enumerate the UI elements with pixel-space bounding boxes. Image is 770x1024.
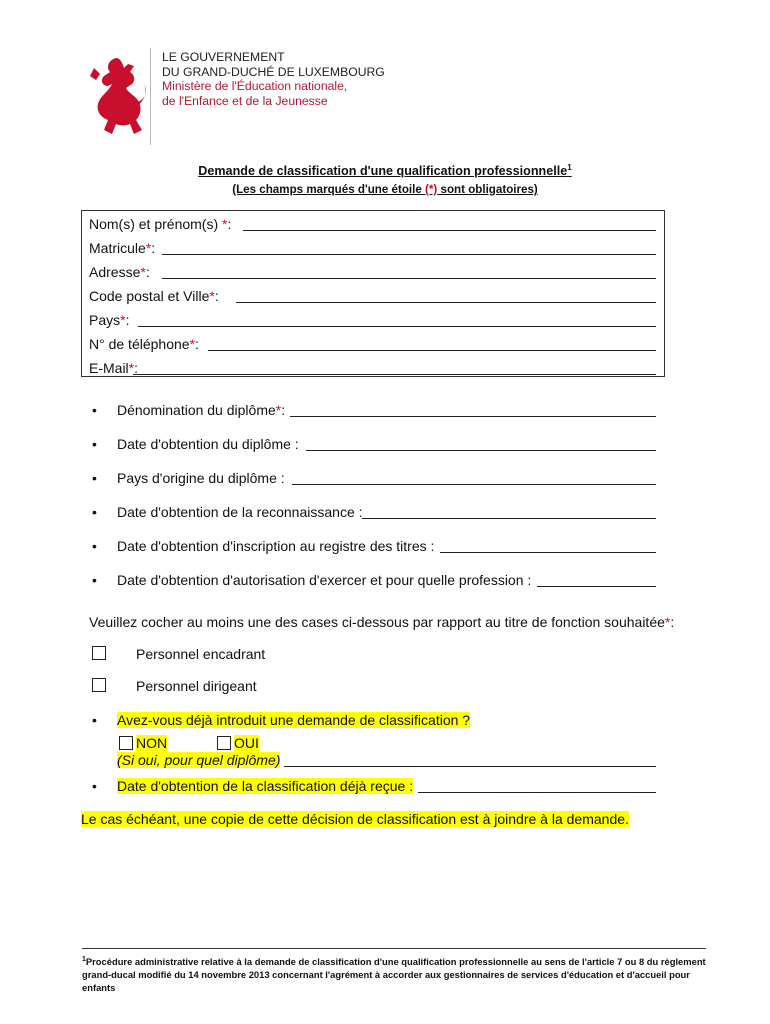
field-nom-label [89,216,231,232]
required-star: * [140,264,146,280]
subtitle-text-1: (Les champs marqués d'une étoile [232,183,426,196]
checkbox-oui[interactable] [217,736,231,750]
required-star: * [189,336,196,352]
required-star: * [209,288,215,304]
colon: : [134,360,139,376]
date-obtention-label: Date d'obtention du diplôme : [117,436,299,452]
checkbox-dirigeant[interactable] [92,678,106,692]
field-email-input[interactable] [133,374,656,375]
si-oui-text: (Si oui, pour quel diplôme) [117,752,281,768]
fonction-question-text: Veuillez cocher au moins une des cases ci-dessous par rapport au titre de fonction souhaitée [89,614,665,630]
bullet: • [92,538,97,554]
subtitle-star: (*) [425,183,438,196]
colon: : [281,402,286,418]
copy-note-text: Le cas échéant, une copie de cette décision de classification est à joindre à la demande. [81,811,629,827]
required-star: * [275,402,282,418]
subtitle-text-2: sont obligatoires) [437,183,538,196]
required-star: * [120,312,126,328]
option-non-label [136,735,167,751]
checkbox-non[interactable] [119,736,133,750]
bullet: • [92,470,97,486]
option-oui-label [234,735,259,751]
field-adresse-label [89,264,150,280]
colon: : [670,614,675,630]
pays-text: Pays [89,312,121,328]
field-code-postal-input[interactable] [236,302,656,303]
denomination-label [117,402,285,418]
header-line-2: DU GRAND-DUCHÉ DE LUXEMBOURG [162,64,385,79]
matricule-text: Matricule [89,240,146,256]
telephone-text: N° de téléphone [89,336,190,352]
field-code-postal-label [89,288,219,304]
date-inscription-input[interactable] [440,552,656,553]
date-autorisation-label: Date d'obtention d'autorisation d'exercer et pour quelle profession : [117,572,532,588]
code-postal-text: Code postal et Ville [89,288,210,304]
date-inscription-label: Date d'obtention d'inscription au registre des titres : [117,538,435,554]
date-reconnaissance-input[interactable] [362,518,656,519]
date-autorisation-input[interactable] [537,586,656,587]
si-oui-label [117,752,280,768]
header-line-4: de l'Enfance et de la Jeunesse [162,93,328,108]
field-matricule-label [89,240,155,256]
nom-text: Nom(s) et prénom(s) [89,216,223,232]
si-oui-input[interactable] [284,766,656,767]
footnote-text: Procédure administrative relative à la demande de classification d'une qualification professionnelle au sens de l'article 7 ou 8 du règlement grand-ducal modifié du 14 novembre 2013 concernant l'agrément à accorder aux gestionnaires de services d'éducation et d'accueil pour enfants [82,956,706,994]
checkbox-encadrant[interactable] [92,646,106,660]
footnote-separator [82,948,706,949]
date-obtention-input[interactable] [306,450,656,451]
bullet: • [92,712,97,728]
date-recue-text: Date d'obtention de la classification déjà reçue : [117,778,414,794]
field-telephone-input[interactable] [208,350,656,351]
field-telephone-label [89,336,199,352]
field-adresse-input[interactable] [162,278,656,279]
option-encadrant-label: Personnel encadrant [136,646,266,662]
email-text: E-Mail [89,360,129,376]
title-footnote-ref: 1 [567,163,572,172]
copy-note [81,811,629,827]
bullet: • [92,436,97,452]
colon: : [145,264,150,280]
header-line-1: LE GOUVERNEMENT [162,50,285,64]
government-header [162,50,385,108]
bullet: • [92,504,97,520]
header-divider [150,48,151,145]
required-star: * [222,216,228,232]
colon: : [151,240,156,256]
date-recue-label [117,778,413,794]
required-star: * [145,240,152,256]
option-dirigeant-label: Personnel dirigeant [136,678,257,694]
colon: : [227,216,232,232]
field-pays-input[interactable] [138,326,656,327]
colon: : [195,336,199,352]
footnote [82,953,712,994]
bullet: • [92,572,97,588]
denomination-text: Dénomination du diplôme [117,402,276,418]
field-pays-label [89,312,129,328]
field-matricule-input[interactable] [162,254,656,255]
oui-text: OUI [234,735,259,751]
classification-question [117,712,470,728]
non-text: NON [136,735,168,751]
pays-origine-input[interactable] [292,484,656,485]
colon: : [214,288,219,304]
required-star: * [664,614,671,630]
fonction-question [89,614,674,630]
bullet: • [92,778,97,794]
date-reconnaissance-label: Date d'obtention de la reconnaissance : [117,504,363,520]
adresse-text: Adresse [89,264,141,280]
header-line-3: Ministère de l'Éducation nationale, [162,79,348,93]
classification-question-text: Avez-vous déjà introduit une demande de classification ? [117,712,471,728]
red-lion-icon [86,54,148,138]
denomination-input[interactable] [290,416,656,417]
page-title [0,163,770,178]
title-text: Demande de classification d'une qualification professionnelle [198,164,568,179]
required-star: * [128,360,135,376]
field-email-label [89,360,138,376]
date-recue-input[interactable] [418,792,656,793]
bullet: • [92,402,97,418]
field-nom-input[interactable] [243,230,656,231]
footnote-ref: 1 [82,956,86,963]
pays-origine-label: Pays d'origine du diplôme : [117,470,285,486]
page-subtitle [0,183,770,196]
colon: : [125,312,130,328]
